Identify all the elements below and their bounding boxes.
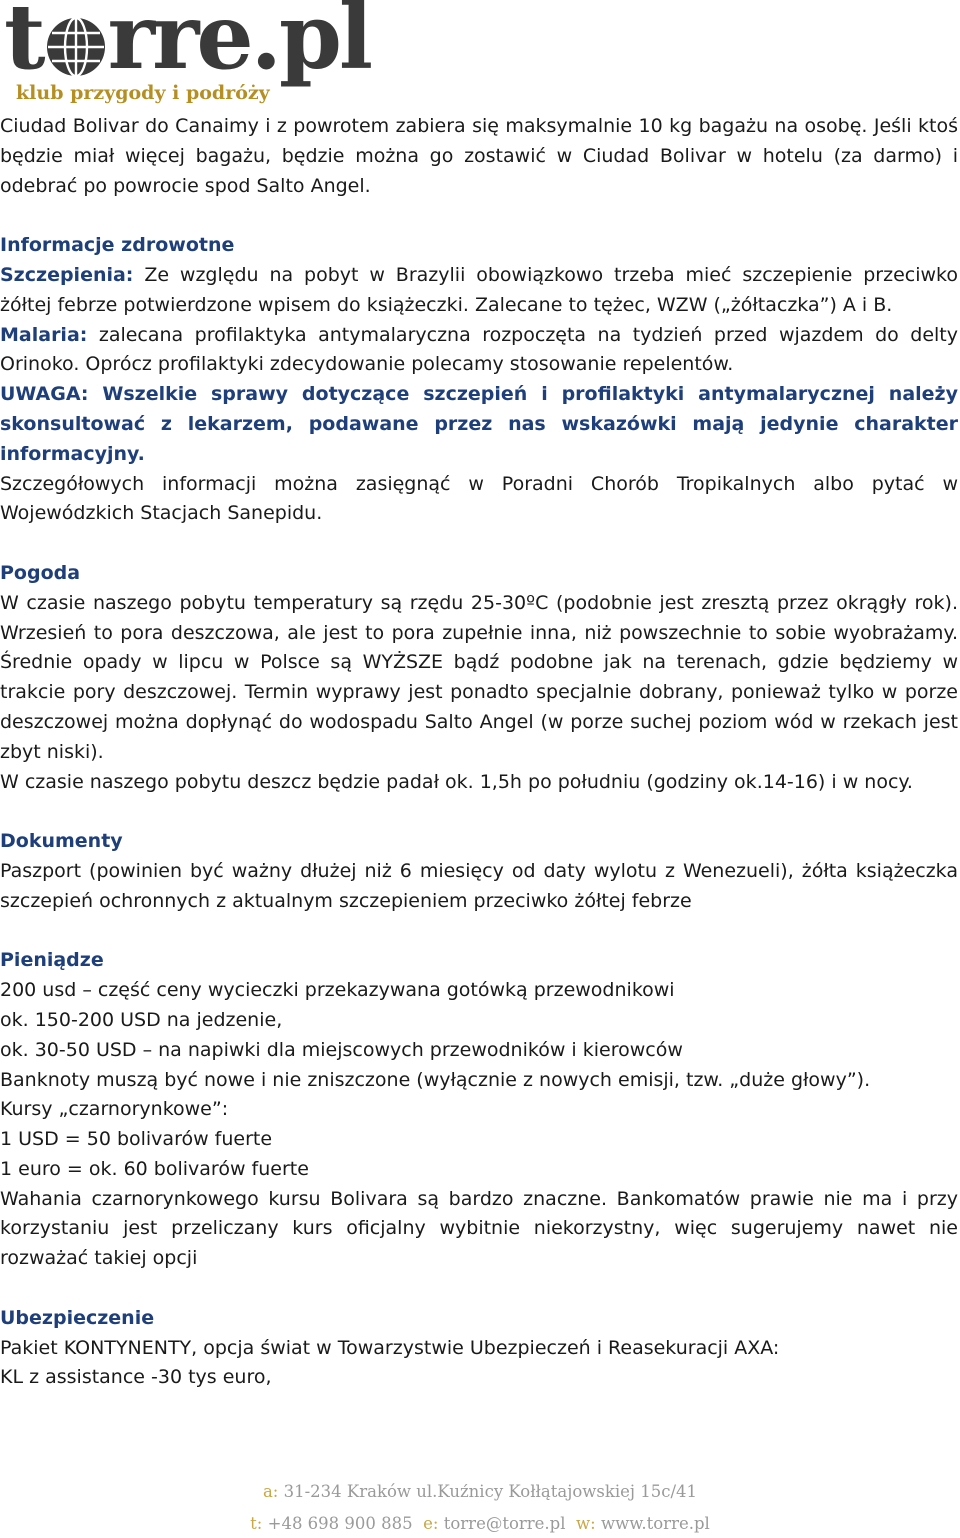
money-heading: Pieniądze <box>0 949 104 972</box>
logo-wordmark <box>4 0 371 90</box>
phone-text: +48 698 900 885 <box>262 1514 413 1533</box>
website-link[interactable]: www.torre.pl <box>595 1514 710 1533</box>
logo-letters-rest: rre.pl <box>107 0 371 90</box>
web-key: w: <box>576 1514 596 1533</box>
money-note: Wahania czarnorynkowego kursu Bolivara są bardzo znaczne. Bankomatów prawie nie ma i przy korzystaniu jest przeliczany kurs oficjalny wybitnie niekorzystny, więc sugerujemy nawet nie rozważać takiej opcji <box>0 1187 958 1270</box>
money-line: 1 USD = 50 bolivarów fuerte <box>0 1128 273 1151</box>
money-line: ok. 150-200 USD na jedzenie, <box>0 1008 283 1031</box>
address-key: a: <box>262 1482 279 1501</box>
insurance-heading: Ubezpieczenie <box>0 1306 155 1329</box>
money-line: 200 usd – część ceny wycieczki przekazywana gotówką przewodnikowi <box>0 979 675 1002</box>
health-warning: UWAGA: Wszelkie sprawy dotyczące szczepień i profilaktyki antymalarycznej należy skonsultować z lekarzem, podawane przez nas wskazówki mają jedynie charakter informacyjny. <box>0 383 958 465</box>
phone-key: t: <box>250 1514 263 1533</box>
weather-paragraph: W czasie naszego pobytu temperatury są rzędu 25-30ºC (podobnie jest zresztą przez okrągły rok). Wrzesień to pora deszczowa, ale jest to pora zupełnie inna, niż powszechnie to sobie wyobrażamy. Średnie opady w lipcu w Polsce są WYŻSZE bądź podobne jak na terenach, gdzie będziemy w trakcie pory deszczowej. Termin wyprawy jest ponadto specjalnie dobrany, ponieważ tylko w porze deszczowej można dopłynąć do wodospadu Salto Angel (w porze suchej poziom wód w rzekach jest zbyt niski). <box>0 591 958 763</box>
malaria-text: zalecana profilaktyka antymalaryczna rozpoczęta na tydzień przed wjazdem do delty Orinoko. Oprócz profilaktyki zdecydowanie polecamy stosowanie repelentów. <box>0 323 958 376</box>
email-key: e: <box>423 1514 439 1533</box>
logo-letter-t: t <box>4 0 43 90</box>
intro-paragraph: Ciudad Bolivar do Canaimy i z powrotem zabiera się maksymalnie 10 kg bagażu na osobę. Jeśli ktoś będzie miał więcej bagażu, będzie można go zostawić w Ciudad Bolivar w hotelu (za darmo) i odebrać po powrocie spod Salto Angel. <box>0 115 958 197</box>
insurance-line: KL z assistance -30 tys euro, <box>0 1366 272 1389</box>
vaccination-paragraph <box>0 261 958 321</box>
health-details: Szczegółowych informacji można zasięgnąć w Poradni Chorób Tropikalnych albo pytać w Wojewódzkich Stacjach Sanepidu. <box>0 472 958 525</box>
money-line: 1 euro = ok. 60 bolivarów fuerte <box>0 1157 309 1180</box>
malaria-label: Malaria: <box>0 323 88 346</box>
address-text: 31-234 Kraków ul.Kuźnicy Kołłątajowskiej 15c/41 <box>278 1482 698 1501</box>
weather-heading: Pogoda <box>0 561 81 584</box>
document-body <box>0 112 958 1393</box>
documents-heading: Dokumenty <box>0 830 123 853</box>
health-heading: Informacje zdrowotne <box>0 234 235 257</box>
money-line: Banknoty muszą być nowe i nie zniszczone (wyłącznie z nowych emisji, tzw. „duże głowy”). <box>0 1068 871 1091</box>
money-line: Kursy „czarnorynkowe”: <box>0 1098 229 1121</box>
vaccination-text: Ze względu na pobyt w Brazylii obowiązkowo trzeba mieć szczepienie przeciwko żółtej febrze potwierdzone wpisem do książeczki. Zalecane to tężec, WZW („żółtaczka”) A i B. <box>0 263 958 316</box>
documents-paragraph: Paszport (powinien być ważny dłużej niż 6 miesięcy od daty wylotu z Wenezueli), żółta książeczka szczepień ochronnych z aktualnym szczepieniem przeciwko żółtej febrze <box>0 859 958 912</box>
globe-icon <box>45 16 107 78</box>
money-line: ok. 30-50 USD – na napiwki dla miejscowych przewodników i kierowców <box>0 1038 683 1061</box>
vaccination-label: Szczepienia: <box>0 263 134 286</box>
footer-address <box>0 1482 960 1501</box>
insurance-line: Pakiet KONTYNENTY, opcja świat w Towarzystwie Ubezpieczeń i Reasekuracji AXA: <box>0 1336 780 1359</box>
email-link[interactable]: torre@torre.pl <box>438 1514 566 1533</box>
malaria-paragraph <box>0 321 958 381</box>
footer-contact <box>0 1514 960 1533</box>
torre-logo <box>4 0 371 112</box>
weather-rain-note: W czasie naszego pobytu deszcz będzie padał ok. 1,5h po południu (godziny ok.14-16) i w nocy. <box>0 770 913 793</box>
logo-tagline: klub przygody i podróży <box>16 82 270 104</box>
